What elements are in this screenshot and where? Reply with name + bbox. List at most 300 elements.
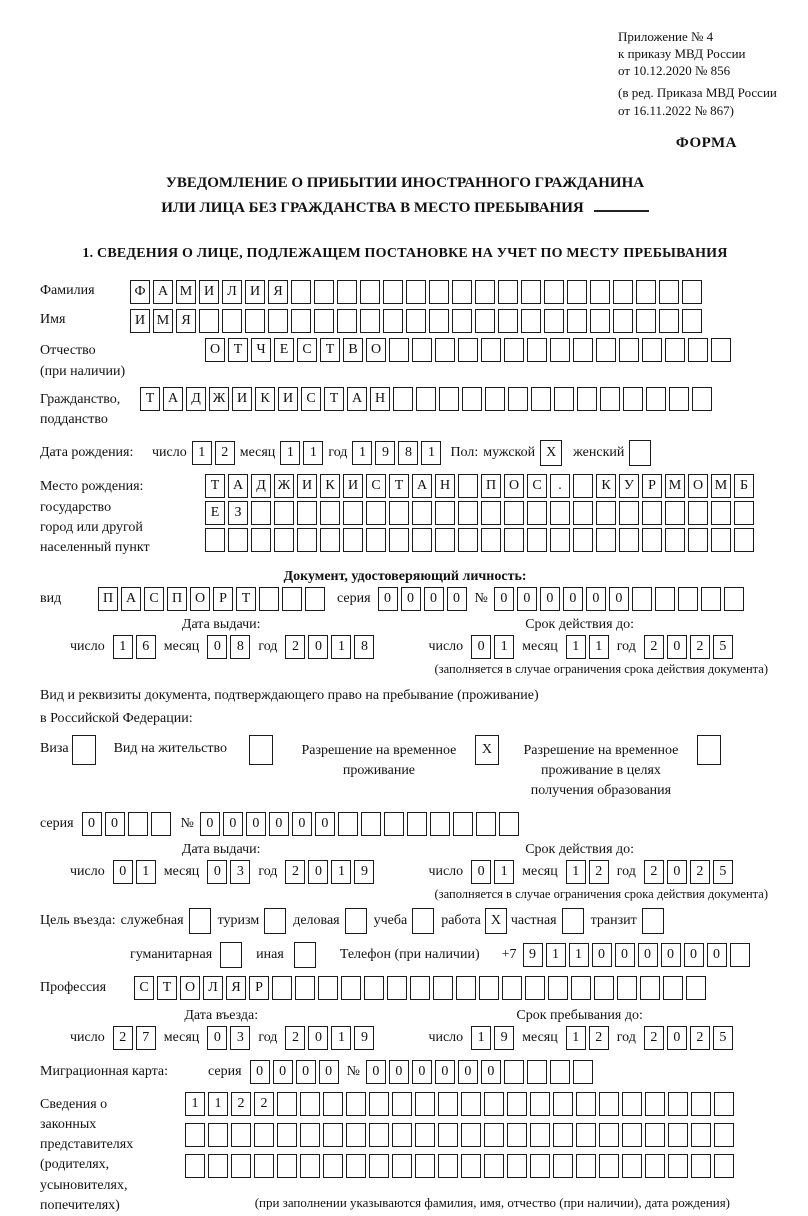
char-box[interactable] [199,309,219,333]
char-box[interactable] [337,280,357,304]
char-box[interactable]: М [711,474,731,498]
char-box[interactable]: Л [203,976,223,1000]
char-box[interactable]: 2 [113,1026,133,1050]
char-box[interactable]: 2 [589,1026,609,1050]
temp-residence-checkbox[interactable]: X [475,735,499,765]
char-box[interactable]: Н [370,387,390,411]
char-box[interactable]: И [130,309,150,333]
char-box[interactable] [553,1092,573,1116]
char-box[interactable] [452,309,472,333]
char-box[interactable]: 9 [354,860,374,884]
char-box[interactable] [645,1154,665,1178]
char-box[interactable] [691,1154,711,1178]
char-box[interactable]: 0 [366,1060,386,1084]
char-box[interactable] [323,1092,343,1116]
char-box[interactable]: 0 [638,943,658,967]
char-box[interactable]: 1 [589,635,609,659]
char-box[interactable]: С [134,976,154,1000]
char-box[interactable] [499,812,519,836]
char-box[interactable]: Ф [130,280,150,304]
char-box[interactable] [507,1154,527,1178]
char-box[interactable]: 0 [296,1060,316,1084]
char-box[interactable]: А [121,587,141,611]
char-box[interactable] [462,387,482,411]
char-box[interactable] [300,1154,320,1178]
char-box[interactable] [369,1092,389,1116]
char-box[interactable]: Л [222,280,242,304]
char-box[interactable]: О [180,976,200,1000]
char-box[interactable]: 0 [563,587,583,611]
char-box[interactable] [274,528,294,552]
char-box[interactable] [341,976,361,1000]
char-box[interactable]: Р [642,474,662,498]
char-box[interactable]: 0 [273,1060,293,1084]
char-box[interactable] [484,1154,504,1178]
char-box[interactable] [185,1154,205,1178]
char-box[interactable]: В [343,338,363,362]
char-box[interactable] [361,812,381,836]
char-box[interactable] [481,338,501,362]
char-box[interactable]: 5 [713,860,733,884]
char-box[interactable] [484,1092,504,1116]
char-box[interactable] [504,338,524,362]
char-box[interactable]: О [688,474,708,498]
char-box[interactable] [254,1154,274,1178]
char-box[interactable]: О [205,338,225,362]
char-box[interactable] [596,501,616,525]
char-box[interactable] [475,309,495,333]
char-box[interactable] [554,387,574,411]
char-box[interactable]: 0 [517,587,537,611]
char-box[interactable] [461,1123,481,1147]
char-box[interactable] [508,387,528,411]
char-box[interactable]: Д [251,474,271,498]
char-box[interactable] [185,1123,205,1147]
char-box[interactable]: 2 [589,860,609,884]
char-box[interactable]: О [366,338,386,362]
char-box[interactable] [668,1092,688,1116]
char-box[interactable]: Т [324,387,344,411]
char-box[interactable]: Ч [251,338,271,362]
char-box[interactable] [231,1154,251,1178]
char-box[interactable] [711,528,731,552]
char-box[interactable] [724,587,744,611]
char-box[interactable]: 1 [331,1026,351,1050]
char-box[interactable] [228,528,248,552]
residence-permit-checkbox[interactable] [249,735,273,765]
char-box[interactable] [521,280,541,304]
char-box[interactable] [669,387,689,411]
char-box[interactable] [573,528,593,552]
char-box[interactable] [623,387,643,411]
char-box[interactable]: 6 [136,635,156,659]
char-box[interactable]: Н [435,474,455,498]
char-box[interactable]: Т [236,587,256,611]
char-box[interactable] [222,309,242,333]
visa-checkbox[interactable] [72,735,96,765]
char-box[interactable] [619,338,639,362]
char-box[interactable]: 0 [401,587,421,611]
char-box[interactable]: 0 [667,635,687,659]
char-box[interactable]: 0 [292,812,312,836]
char-box[interactable] [646,387,666,411]
char-box[interactable] [151,812,171,836]
char-box[interactable]: И [343,474,363,498]
char-box[interactable]: 0 [707,943,727,967]
char-box[interactable]: 2 [644,1026,664,1050]
char-box[interactable] [282,587,302,611]
char-box[interactable] [573,1060,593,1084]
char-box[interactable]: 9 [375,441,395,465]
char-box[interactable] [481,501,501,525]
char-box[interactable] [622,1123,642,1147]
char-box[interactable]: У [619,474,639,498]
char-box[interactable] [730,943,750,967]
char-box[interactable] [711,501,731,525]
char-box[interactable] [337,309,357,333]
char-box[interactable] [245,309,265,333]
char-box[interactable] [346,1154,366,1178]
char-box[interactable] [251,501,271,525]
char-box[interactable]: 5 [713,635,733,659]
char-box[interactable] [553,1123,573,1147]
char-box[interactable] [346,1092,366,1116]
char-box[interactable] [314,280,334,304]
char-box[interactable]: Ж [209,387,229,411]
char-box[interactable] [458,474,478,498]
char-box[interactable]: З [228,501,248,525]
char-box[interactable]: 0 [435,1060,455,1084]
char-box[interactable] [530,1123,550,1147]
char-box[interactable] [642,338,662,362]
purpose-business-checkbox[interactable] [189,908,211,934]
char-box[interactable] [366,501,386,525]
char-box[interactable]: 0 [207,860,227,884]
char-box[interactable] [435,501,455,525]
char-box[interactable]: О [504,474,524,498]
char-box[interactable]: 1 [566,635,586,659]
char-box[interactable] [415,1092,435,1116]
char-box[interactable] [297,528,317,552]
char-box[interactable]: С [366,474,386,498]
char-box[interactable] [452,280,472,304]
char-box[interactable]: 0 [200,812,220,836]
char-box[interactable] [360,280,380,304]
char-box[interactable]: К [255,387,275,411]
char-box[interactable]: 1 [331,860,351,884]
char-box[interactable]: 0 [684,943,704,967]
char-box[interactable] [550,1060,570,1084]
char-box[interactable] [343,501,363,525]
char-box[interactable]: 0 [592,943,612,967]
char-box[interactable] [205,528,225,552]
char-box[interactable]: И [232,387,252,411]
char-box[interactable]: 3 [230,860,250,884]
char-box[interactable] [571,976,591,1000]
char-box[interactable] [613,280,633,304]
char-box[interactable] [711,338,731,362]
char-box[interactable]: 2 [690,635,710,659]
char-box[interactable] [688,338,708,362]
char-box[interactable] [701,587,721,611]
char-box[interactable] [527,1060,547,1084]
char-box[interactable]: 0 [540,587,560,611]
char-box[interactable] [688,501,708,525]
char-box[interactable]: Я [176,309,196,333]
char-box[interactable] [659,280,679,304]
char-box[interactable]: . [550,474,570,498]
char-box[interactable]: 1 [113,635,133,659]
char-box[interactable] [392,1092,412,1116]
char-box[interactable] [619,501,639,525]
char-box[interactable]: 1 [546,943,566,967]
char-box[interactable]: Р [249,976,269,1000]
char-box[interactable] [576,1154,596,1178]
char-box[interactable] [366,528,386,552]
char-box[interactable] [504,1060,524,1084]
char-box[interactable]: Т [140,387,160,411]
char-box[interactable] [504,528,524,552]
char-box[interactable] [392,1154,412,1178]
char-box[interactable]: 0 [308,635,328,659]
char-box[interactable]: Т [389,474,409,498]
char-box[interactable]: 1 [303,441,323,465]
char-box[interactable]: 1 [569,943,589,967]
char-box[interactable] [636,309,656,333]
char-box[interactable]: 0 [471,635,491,659]
char-box[interactable]: 0 [269,812,289,836]
char-box[interactable] [389,501,409,525]
char-box[interactable] [600,387,620,411]
char-box[interactable] [507,1092,527,1116]
char-box[interactable]: П [167,587,187,611]
char-box[interactable] [682,280,702,304]
char-box[interactable] [668,1123,688,1147]
char-box[interactable]: 1 [352,441,372,465]
char-box[interactable]: 1 [192,441,212,465]
char-box[interactable] [617,976,637,1000]
char-box[interactable] [277,1092,297,1116]
char-box[interactable]: П [98,587,118,611]
char-box[interactable]: 0 [615,943,635,967]
char-box[interactable] [544,309,564,333]
char-box[interactable]: 0 [667,860,687,884]
char-box[interactable] [338,812,358,836]
char-box[interactable] [461,1154,481,1178]
char-box[interactable] [599,1092,619,1116]
char-box[interactable] [590,309,610,333]
char-box[interactable] [640,976,660,1000]
char-box[interactable] [393,387,413,411]
char-box[interactable]: Я [268,280,288,304]
char-box[interactable] [544,280,564,304]
char-box[interactable] [645,1092,665,1116]
char-box[interactable] [692,387,712,411]
char-box[interactable] [416,387,436,411]
char-box[interactable]: Я [226,976,246,1000]
char-box[interactable] [387,976,407,1000]
char-box[interactable]: 2 [285,860,305,884]
char-box[interactable] [481,528,501,552]
char-box[interactable] [461,1092,481,1116]
char-box[interactable] [504,501,524,525]
char-box[interactable]: А [153,280,173,304]
char-box[interactable] [254,1123,274,1147]
char-box[interactable] [392,1123,412,1147]
char-box[interactable] [502,976,522,1000]
char-box[interactable] [567,309,587,333]
char-box[interactable] [343,528,363,552]
char-box[interactable] [527,501,547,525]
char-box[interactable] [475,280,495,304]
char-box[interactable] [734,528,754,552]
char-box[interactable] [642,501,662,525]
char-box[interactable] [576,1092,596,1116]
char-box[interactable] [323,1123,343,1147]
char-box[interactable] [364,976,384,1000]
char-box[interactable] [272,976,292,1000]
char-box[interactable] [231,1123,251,1147]
char-box[interactable] [682,309,702,333]
char-box[interactable] [458,338,478,362]
char-box[interactable]: К [596,474,616,498]
char-box[interactable] [642,528,662,552]
char-box[interactable]: А [228,474,248,498]
char-box[interactable]: С [144,587,164,611]
char-box[interactable] [613,309,633,333]
char-box[interactable]: И [245,280,265,304]
char-box[interactable]: 2 [644,860,664,884]
char-box[interactable] [665,338,685,362]
char-box[interactable]: 0 [661,943,681,967]
char-box[interactable]: К [320,474,340,498]
char-box[interactable] [297,501,317,525]
char-box[interactable]: 0 [378,587,398,611]
char-box[interactable]: 0 [246,812,266,836]
char-box[interactable] [590,280,610,304]
char-box[interactable]: 0 [609,587,629,611]
char-box[interactable]: 0 [389,1060,409,1084]
char-box[interactable] [573,474,593,498]
char-box[interactable] [412,528,432,552]
char-box[interactable] [389,528,409,552]
char-box[interactable]: 1 [208,1092,228,1116]
char-box[interactable] [406,280,426,304]
char-box[interactable] [251,528,271,552]
char-box[interactable] [691,1123,711,1147]
char-box[interactable] [277,1154,297,1178]
char-box[interactable] [415,1123,435,1147]
char-box[interactable] [415,1154,435,1178]
char-box[interactable] [433,976,453,1000]
char-box[interactable] [714,1123,734,1147]
char-box[interactable]: О [190,587,210,611]
char-box[interactable] [550,338,570,362]
char-box[interactable] [622,1092,642,1116]
char-box[interactable]: 2 [644,635,664,659]
char-box[interactable]: Т [228,338,248,362]
char-box[interactable] [369,1123,389,1147]
char-box[interactable]: И [278,387,298,411]
char-box[interactable]: 0 [223,812,243,836]
char-box[interactable]: 1 [494,635,514,659]
char-box[interactable] [346,1123,366,1147]
char-box[interactable] [456,976,476,1000]
char-box[interactable] [291,309,311,333]
char-box[interactable]: 0 [412,1060,432,1084]
purpose-private-checkbox[interactable] [562,908,584,934]
char-box[interactable] [300,1123,320,1147]
char-box[interactable]: 9 [494,1026,514,1050]
char-box[interactable]: 2 [285,1026,305,1050]
char-box[interactable] [412,501,432,525]
char-box[interactable]: Ж [274,474,294,498]
char-box[interactable]: 9 [354,1026,374,1050]
char-box[interactable]: 2 [690,860,710,884]
char-box[interactable] [498,309,518,333]
char-box[interactable]: 0 [667,1026,687,1050]
char-box[interactable] [128,812,148,836]
char-box[interactable]: 2 [254,1092,274,1116]
char-box[interactable]: Т [205,474,225,498]
char-box[interactable] [632,587,652,611]
char-box[interactable]: Б [734,474,754,498]
char-box[interactable]: 1 [331,635,351,659]
purpose-humanitarian-checkbox[interactable] [220,942,242,968]
char-box[interactable]: 0 [494,587,514,611]
char-box[interactable] [665,501,685,525]
purpose-transit-checkbox[interactable] [642,908,664,934]
char-box[interactable]: 1 [471,1026,491,1050]
char-box[interactable]: 0 [308,1026,328,1050]
char-box[interactable] [476,812,496,836]
char-box[interactable]: 2 [690,1026,710,1050]
char-box[interactable]: А [347,387,367,411]
char-box[interactable] [527,338,547,362]
char-box[interactable] [300,1092,320,1116]
char-box[interactable] [531,387,551,411]
char-box[interactable]: 0 [105,812,125,836]
char-box[interactable] [458,528,478,552]
purpose-tourism-checkbox[interactable] [264,908,286,934]
char-box[interactable] [688,528,708,552]
char-box[interactable]: А [163,387,183,411]
char-box[interactable] [323,1154,343,1178]
char-box[interactable]: 0 [113,860,133,884]
char-box[interactable] [320,528,340,552]
char-box[interactable] [406,309,426,333]
char-box[interactable] [655,587,675,611]
char-box[interactable] [714,1154,734,1178]
char-box[interactable]: Т [320,338,340,362]
char-box[interactable] [277,1123,297,1147]
char-box[interactable]: 3 [230,1026,250,1050]
char-box[interactable] [668,1154,688,1178]
char-box[interactable] [383,309,403,333]
char-box[interactable]: 2 [285,635,305,659]
char-box[interactable] [550,528,570,552]
char-box[interactable] [305,587,325,611]
char-box[interactable] [678,587,698,611]
char-box[interactable] [573,501,593,525]
char-box[interactable] [686,976,706,1000]
char-box[interactable] [485,387,505,411]
sex-male-checkbox[interactable]: X [540,440,562,466]
char-box[interactable]: С [527,474,547,498]
char-box[interactable] [622,1154,642,1178]
char-box[interactable] [430,812,450,836]
char-box[interactable]: 9 [523,943,543,967]
